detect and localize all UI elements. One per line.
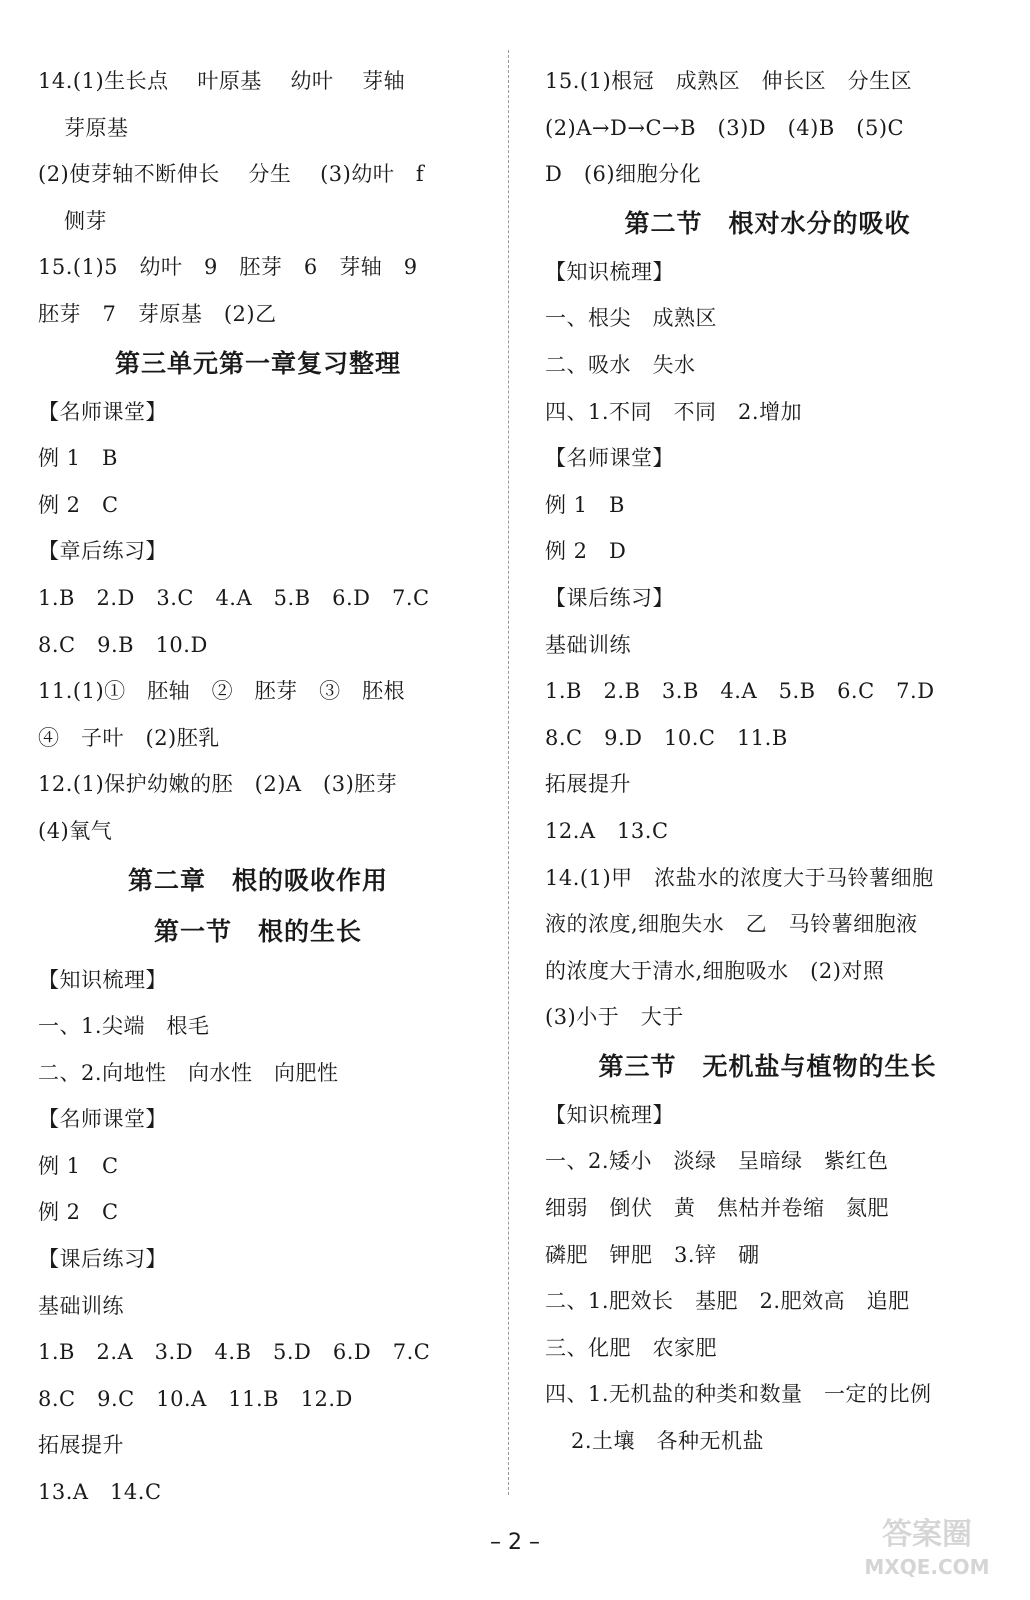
answer-line: (3)小于 大于: [545, 1005, 684, 1030]
answer-line: 【课后练习】: [38, 1247, 167, 1272]
left-column: [38, 58, 478, 1516]
answer-line: 1.B 2.A 3.D 4.B 5.D 6.D 7.C: [38, 1340, 431, 1365]
answer-line: 二、1.肥效长 基肥 2.肥效高 追肥: [545, 1289, 910, 1314]
answer-line: 四、1.无机盐的种类和数量 一定的比例: [545, 1382, 932, 1407]
answer-line: 一、1.尖端 根毛: [38, 1014, 210, 1039]
answer-line: 【名师课堂】: [545, 446, 674, 471]
answer-line: 基础训练: [545, 632, 631, 657]
watermark-line2: MXQE.COM: [864, 1555, 990, 1579]
answer-line: 【知识梳理】: [545, 1102, 674, 1127]
answer-line: 14.(1)生长点 叶原基 幼叶 芽轴: [38, 69, 406, 93]
answer-line: 二、吸水 失水: [545, 352, 696, 377]
answer-line: 8.C 9.D 10.C 11.B: [545, 725, 788, 750]
answer-line: 三、化肥 农家肥: [545, 1335, 717, 1360]
answer-line: 15.(1)5 幼叶 9 胚芽 6 芽轴 9: [38, 255, 418, 280]
answer-line: 12.A 13.C: [545, 818, 669, 843]
section-heading: 第一节 根的生长: [153, 916, 362, 946]
answer-line: (2)A→D→C→B (3)D (4)B (5)C: [545, 115, 905, 140]
answer-line: 例 1 B: [545, 492, 625, 517]
answer-line: 细弱 倒伏 黄 焦枯并卷缩 氮肥: [545, 1196, 889, 1221]
answer-line: 2.土壤 各种无机盐: [571, 1429, 765, 1454]
watermark-line1: 答案圈: [882, 1517, 972, 1552]
answer-line: ④ 子叶 (2)胚乳: [38, 725, 220, 750]
answer-line: 二、2.向地性 向水性 向肥性: [38, 1060, 339, 1085]
answer-line: 芽原基: [64, 115, 129, 140]
answer-line: 一、根尖 成熟区: [545, 306, 717, 331]
answer-line: (4)氧气: [38, 818, 113, 843]
answer-line: 的浓度大于清水,细胞吸水 (2)对照: [545, 958, 885, 983]
answer-line: 例 1 B: [38, 446, 118, 471]
answer-line: 胚芽 7 芽原基 (2)乙: [38, 301, 277, 326]
answer-line: 例 2 C: [38, 1200, 119, 1225]
answer-line: 【名师课堂】: [38, 1107, 167, 1132]
answer-line: (2)使芽轴不断伸长 分生 (3)幼叶 f: [38, 162, 425, 187]
column-divider: [508, 50, 509, 1495]
answer-line: 例 2 D: [545, 539, 627, 564]
answer-line: 8.C 9.C 10.A 11.B 12.D: [38, 1386, 353, 1411]
answer-line: 拓展提升: [38, 1433, 124, 1458]
answer-line: 【课后练习】: [545, 585, 674, 610]
answer-line: D (6)细胞分化: [545, 162, 702, 187]
answer-line: 15.(1)根冠 成熟区 伸长区 分生区: [545, 69, 913, 93]
answer-line: 【知识梳理】: [545, 259, 674, 284]
answer-line: 14.(1)甲 浓盐水的浓度大于马铃薯细胞: [545, 865, 934, 890]
answer-line: 一、2.矮小 淡绿 呈暗绿 紫红色: [545, 1149, 889, 1174]
right-column: [545, 58, 990, 1465]
section-heading: 第三单元第一章复习整理: [114, 348, 401, 378]
section-heading: 第二节 根对水分的吸收: [624, 208, 911, 238]
answer-line: 11.(1)① 胚轴 ② 胚芽 ③ 胚根: [38, 679, 406, 704]
answer-line: 1.B 2.D 3.C 4.A 5.B 6.D 7.C: [38, 585, 430, 610]
answer-line: 例 1 C: [38, 1153, 119, 1178]
answer-line: 13.A 14.C: [38, 1480, 162, 1505]
answer-line: 四、1.不同 不同 2.增加: [545, 399, 803, 424]
answer-line: 【知识梳理】: [38, 967, 167, 992]
section-heading: 第二章 根的吸收作用: [127, 865, 388, 895]
watermark-logo: [852, 1506, 1002, 1586]
answer-line: 侧芽: [64, 208, 107, 233]
answer-line: 拓展提升: [545, 772, 631, 797]
answer-line: 8.C 9.B 10.D: [38, 632, 208, 657]
answer-line: 1.B 2.B 3.B 4.A 5.B 6.C 7.D: [545, 679, 935, 704]
answer-line: 基础训练: [38, 1293, 124, 1318]
answer-line: 磷肥 钾肥 3.锌 硼: [545, 1242, 760, 1267]
section-heading: 第三节 无机盐与植物的生长: [598, 1051, 937, 1081]
answer-line: 液的浓度,细胞失水 乙 马铃薯细胞液: [545, 912, 918, 937]
answer-line: 12.(1)保护幼嫩的胚 (2)A (3)胚芽: [38, 772, 398, 797]
page-number: – 2 –: [490, 1530, 540, 1555]
answer-line: 例 2 C: [38, 492, 119, 517]
answer-line: 【名师课堂】: [38, 399, 167, 424]
answer-line: 【章后练习】: [38, 539, 167, 564]
